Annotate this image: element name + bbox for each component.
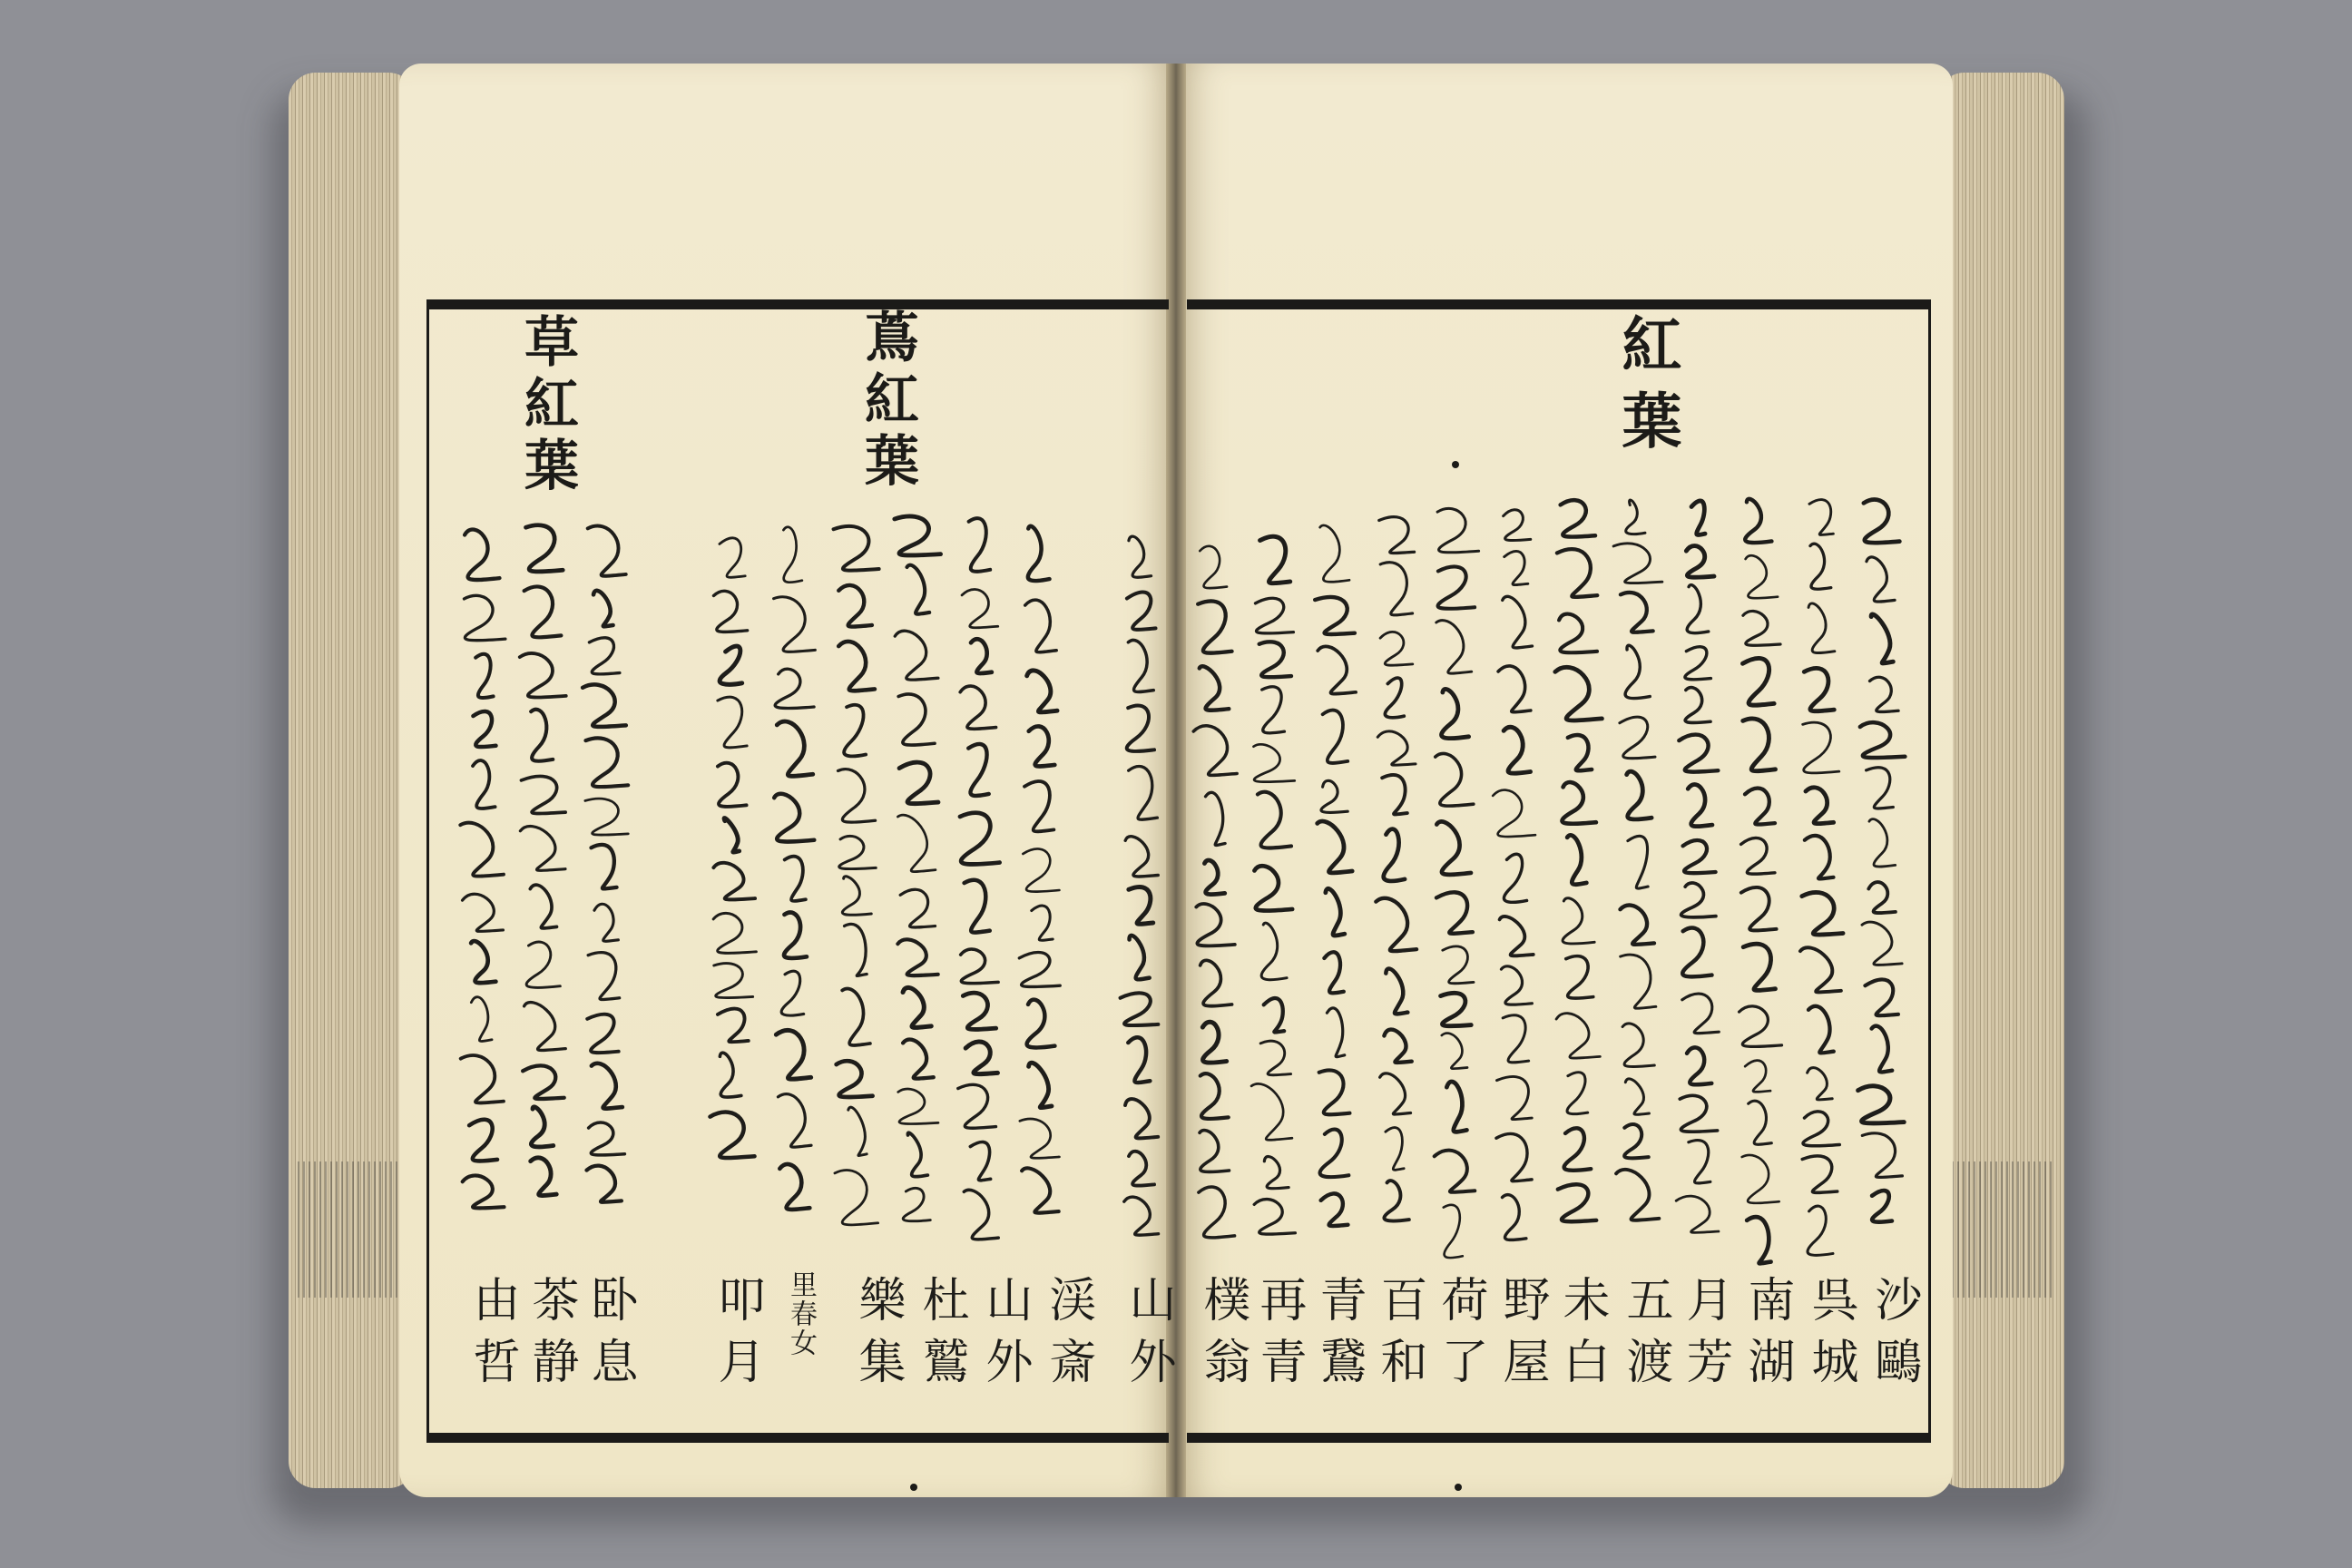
poet-name: 叩月 (710, 1275, 764, 1398)
ink-dot (1452, 461, 1459, 468)
poet-name: 渓斎 (1041, 1275, 1095, 1398)
poet-name: 百和 (1372, 1275, 1426, 1398)
ink-dot (910, 1484, 917, 1491)
right-page-heading: 紅葉 (1612, 313, 1682, 466)
brush-stroke (463, 1175, 505, 1208)
poet-name: 五渡 (1618, 1275, 1672, 1398)
left-heading-kusa-momiji: 草紅葉 (515, 313, 579, 498)
brush-stroke (464, 595, 505, 640)
brush-stroke (473, 760, 495, 808)
ink-dot (1455, 1484, 1462, 1491)
brush-stroke (461, 1055, 504, 1102)
poet-name: 沙鷗 (1867, 1275, 1921, 1398)
poet-name: 由哲 (465, 1275, 519, 1398)
left-heading-tsuta-momiji: 蔦紅葉 (856, 309, 919, 494)
poet-name: 杜鷲 (914, 1275, 968, 1398)
brush-stroke (475, 654, 493, 698)
poet-name: 野屋 (1494, 1275, 1549, 1398)
poet-name: 山外 (977, 1275, 1032, 1398)
brush-stroke (460, 823, 504, 877)
poet-name: 茶静 (524, 1275, 578, 1398)
brush-stroke (469, 1120, 497, 1161)
brush-stroke (463, 894, 504, 931)
poet-name: 南湖 (1740, 1275, 1794, 1398)
poet-name: 卧息 (583, 1275, 637, 1398)
poet-name: 樂集 (850, 1275, 905, 1398)
poet-name: 呉城 (1803, 1275, 1857, 1398)
poet-name: 青鵞 (1311, 1275, 1366, 1398)
poet-name: 月芳 (1678, 1275, 1732, 1398)
poet-name: 未白 (1554, 1275, 1609, 1398)
poet-name: 再青 (1251, 1275, 1306, 1398)
poet-name: 山外 (1121, 1275, 1175, 1398)
poet-name: 樸翁 (1195, 1275, 1250, 1398)
poet-name: 里春女 (785, 1270, 817, 1357)
brush-stroke (471, 941, 495, 983)
poet-name: 荷了 (1433, 1275, 1487, 1398)
brush-stroke (465, 530, 499, 581)
brush-stroke (473, 711, 495, 747)
brush-stroke (471, 997, 492, 1042)
